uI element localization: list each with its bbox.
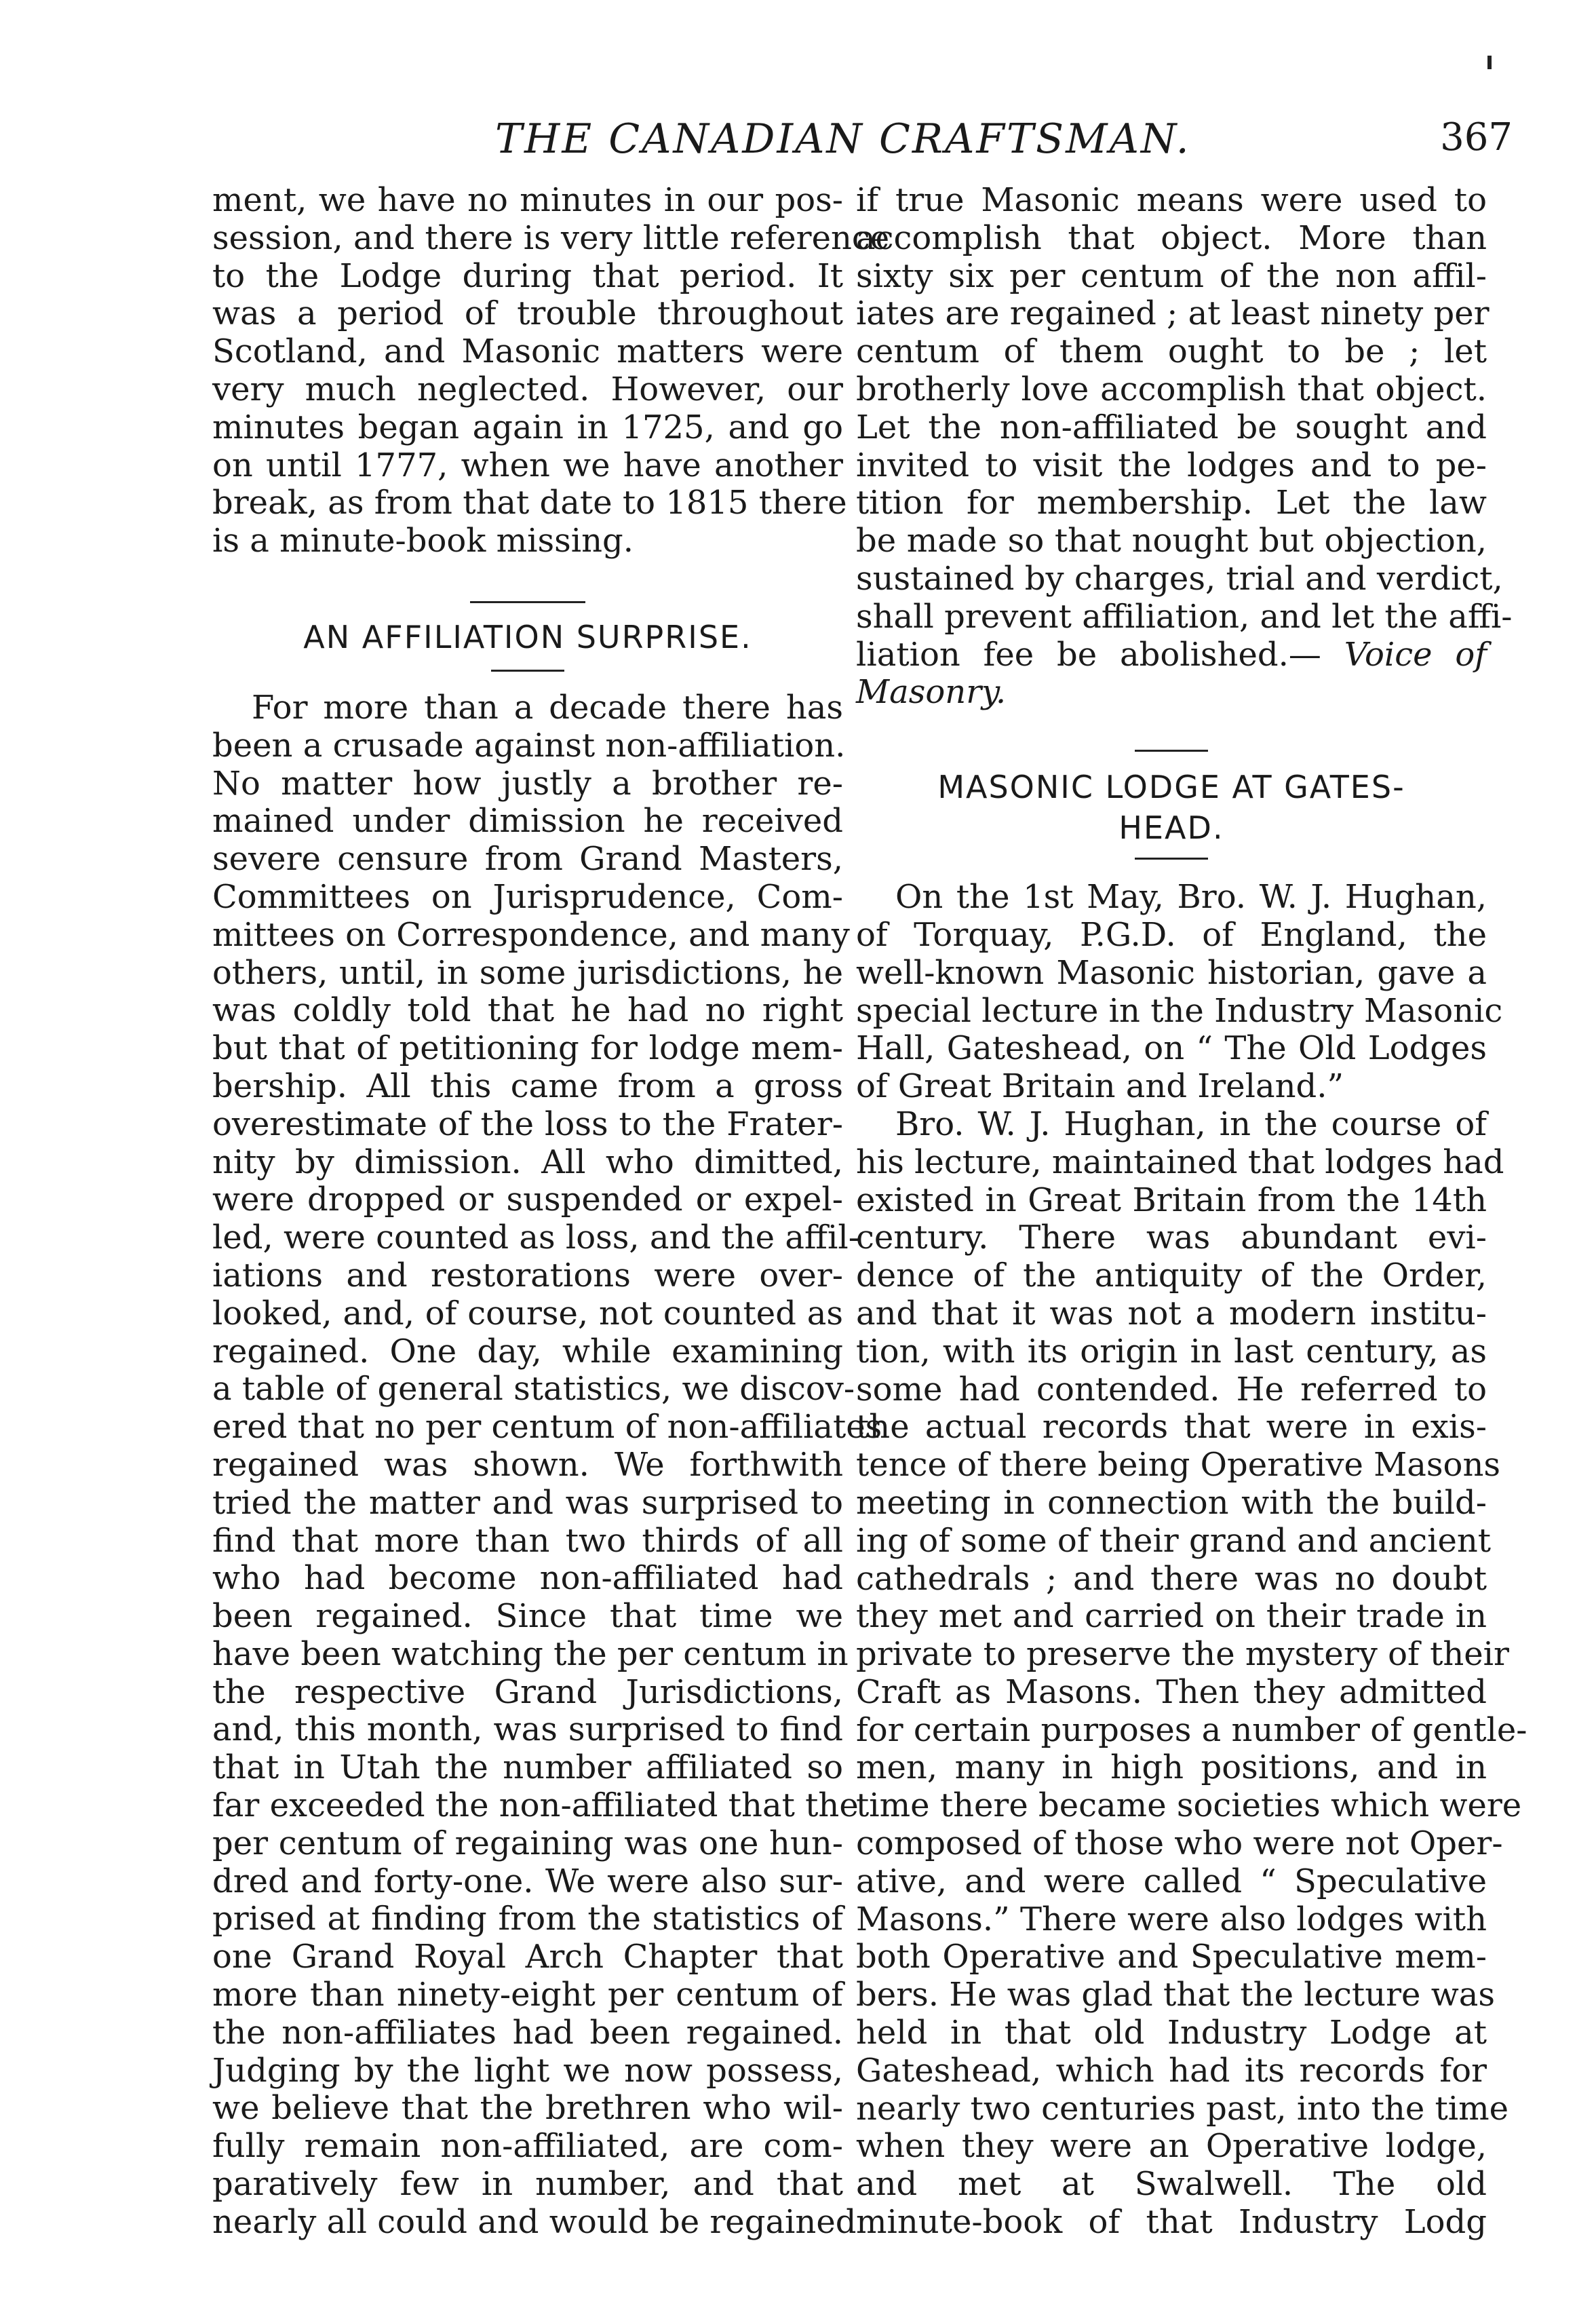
text-line: held in that old Industry Lodge at [856, 2014, 1487, 2052]
text-line: fully remain non-affiliated, are com- [212, 2127, 843, 2166]
text-line: mained under dimission he received [212, 802, 843, 841]
text-line: we believe that the brethren who wil- [212, 2089, 843, 2128]
text-line: have been watching the per centum in [212, 1634, 849, 1673]
text-line: a table of general statistics, we discov- [212, 1370, 855, 1409]
text-line: accomplish that object. More than [856, 218, 1487, 257]
text-line: the non-affiliates had been regained. [212, 2013, 843, 2052]
text-line: invited to visit the lodges and to pe- [856, 446, 1487, 484]
text-line: Masons.” There were also lodges with [856, 1900, 1487, 1938]
text-line: composed of those who were not Oper- [856, 1824, 1503, 1863]
text-line: Bro. W. J. Hughan, in the course of [895, 1105, 1487, 1143]
text-line: the respective Grand Jurisdictions, [212, 1672, 843, 1711]
text-line: tion, with its origin in last century, as [856, 1332, 1487, 1371]
text-line: mittees on Correspondence, and many [212, 915, 850, 954]
text-line: cathedrals ; and there was no doubt [856, 1559, 1487, 1598]
text-line: ment, we have no minutes in our pos- [212, 181, 843, 219]
text-line: of Torquay, P.G.D. of England, the [856, 915, 1487, 954]
article-heading-continued: HEAD. [1118, 809, 1224, 847]
text-line: his lecture, maintained that lodges had [856, 1143, 1504, 1181]
text-line: but that of petitioning for lodge mem- [212, 1029, 843, 1068]
text-line: For more than a decade there has [252, 688, 843, 727]
text-line: break, as from that date to 1815 there [212, 484, 847, 522]
text-line: if true Masonic means were used to [856, 181, 1487, 219]
text-line: session, and there is very little reference [212, 218, 890, 257]
article-body [856, 878, 1527, 2242]
text-line: bers. He was glad that the lecture was [856, 1976, 1496, 2014]
text-line: they met and carried on their trade in [856, 1597, 1487, 1636]
text-line: nearly all could and would be regained [212, 2202, 857, 2241]
text-line: liation fee be abolished.— [856, 635, 1321, 674]
text-line-with-credit [856, 636, 1487, 674]
text-line: overestimate of the loss to the Frater- [212, 1105, 843, 1143]
text-line: led, were counted as loss, and the affil- [212, 1219, 859, 1257]
text-line: and that it was not a modern institu- [856, 1294, 1487, 1333]
article-body [212, 688, 882, 2242]
text-line: century. There was abundant evi- [856, 1219, 1487, 1257]
margin-mark [1487, 56, 1492, 69]
text-line: Committees on Jurisprudence, Com- [212, 877, 843, 916]
text-line: been a crusade against non-affiliation. [212, 726, 846, 765]
text-line: shall prevent affiliation, and let the affi- [856, 597, 1513, 636]
text-line: one Grand Royal Arch Chapter that [212, 1938, 843, 1976]
text-line: tried the matter and was surprised to [212, 1483, 843, 1522]
text-line: tence of there being Operative Masons [856, 1446, 1500, 1485]
text-line: minutes began again in 1725, and go [212, 408, 843, 446]
text-line: ered that no per centum of non-affiliates [212, 1408, 882, 1447]
text-line: looked, and, of course, not counted as [212, 1294, 843, 1333]
text-line: others, until, in some jurisdictions, he [212, 953, 843, 992]
text-line: Let the non-affiliated be sought and [856, 408, 1487, 446]
text-line: well-known Masonic historian, gave a [856, 953, 1487, 992]
text-line: been regained. Since that time we [212, 1597, 843, 1636]
text-line: very much neglected. However, our [212, 370, 843, 408]
text-line: more than ninety-eight per centum of [212, 1976, 843, 2014]
text-line: existed in Great Britain from the 14th [856, 1181, 1487, 1219]
source-credit: Voice of [1344, 635, 1487, 674]
text-line: Craft as Masons. Then they admitted [856, 1672, 1487, 1711]
left-column [212, 181, 890, 2242]
text-line: that in Utah the number affiliated so [212, 1748, 843, 1787]
text-line: bership. All this came from a gross [212, 1067, 843, 1105]
text-line: who had become non-affiliated had [212, 1559, 843, 1598]
text-line: meeting in connection with the build- [856, 1483, 1487, 1522]
text-line: regained was shown. We forthwith [212, 1445, 843, 1484]
running-head [203, 115, 1513, 170]
text-line: some had contended. He referred to [856, 1370, 1487, 1409]
text-line: iates are regained ; at least ninety per [856, 294, 1490, 333]
text-line: far exceeded the non-affiliated that the [212, 1786, 859, 1825]
text-line: to the Lodge during that period. It [212, 256, 843, 295]
text-line: iations and restorations were over- [212, 1256, 843, 1295]
text-line: and, this month, was surprised to find [212, 1710, 843, 1749]
article-heading: MASONIC LODGE AT GATES- [937, 769, 1405, 806]
text-line: severe censure from Grand Masters, [212, 840, 843, 879]
text-line: special lecture in the Industry Masonic [856, 991, 1503, 1030]
text-line: were dropped or suspended or expel- [212, 1181, 843, 1219]
text-line: find that more than two thirds of all [212, 1521, 843, 1560]
running-title: THE CANADIAN CRAFTSMAN. [495, 115, 1191, 163]
text-line: ing of some of their grand and ancient [856, 1521, 1492, 1560]
text-line: and met at Swalwell. The old [856, 2165, 1487, 2204]
page-number: 367 [1440, 115, 1513, 159]
text-line: prised at finding from the statistics of [212, 1900, 843, 1938]
text-line: regained. One day, while examining [212, 1332, 843, 1371]
text-line: Judging by the light we now possess, [212, 2051, 843, 2090]
text-line: private to preserve the mystery of their [856, 1635, 1509, 1674]
text-line: was coldly told that he had no right [212, 991, 843, 1030]
text-line: ative, and were called “ Speculative [856, 1862, 1487, 1900]
continued-paragraph [856, 181, 1513, 712]
text-line: be made so that nought but objection, [856, 522, 1487, 560]
text-line: was a period of trouble throughout [212, 294, 843, 333]
text-line: minute-book of that Industry Lodg [856, 2203, 1487, 2242]
text-line: per centum of regaining was one hun- [212, 1824, 843, 1862]
text-line: brotherly love accomplish that object. [856, 370, 1487, 408]
text-line: is a minute-book missing. [212, 522, 634, 560]
text-line: Scotland, and Masonic matters were [212, 332, 843, 371]
article-heading: AN AFFILIATION SURPRISE. [303, 618, 752, 655]
text-line: of Great Britain and Ireland.” [856, 1067, 1344, 1106]
text-line: when they were an Operative lodge, [856, 2127, 1487, 2166]
text-line: Hall, Gateshead, on “ The Old Lodges [856, 1029, 1487, 1068]
text-line: time there became societies which were [856, 1786, 1522, 1825]
text-line: sixty six per centum of the non affil- [856, 256, 1487, 295]
text-line: Gateshead, which had its records for [856, 2051, 1487, 2090]
text-line: centum of them ought to be ; let [856, 332, 1487, 371]
text-line: men, many in high positions, and in [856, 1748, 1487, 1787]
intro-paragraph [212, 181, 890, 560]
source-credit-continued: Masonry. [856, 673, 1007, 712]
text-line: nearly two centuries past, into the time [856, 2089, 1509, 2128]
text-line: No matter how justly a brother re- [212, 764, 843, 803]
text-line: paratively few in number, and that [212, 2165, 843, 2204]
text-line: on until 1777, when we have another [212, 446, 843, 484]
text-line: On the 1st May, Bro. W. J. Hughan, [895, 878, 1487, 917]
text-line: nity by dimission. All who dimitted, [212, 1143, 843, 1181]
text-line: dred and forty-one. We were also sur- [212, 1862, 843, 1900]
text-line: both Operative and Speculative mem- [856, 1938, 1487, 1976]
text-line: sustained by charges, trial and verdict, [856, 559, 1503, 598]
text-line: the actual records that were in exis- [856, 1408, 1487, 1447]
text-line: for certain purposes a number of gentle- [856, 1710, 1527, 1749]
text-line: dence of the antiquity of the Order, [856, 1257, 1487, 1295]
right-column [856, 181, 1527, 2242]
text-line: tition for membership. Let the law [856, 484, 1487, 522]
